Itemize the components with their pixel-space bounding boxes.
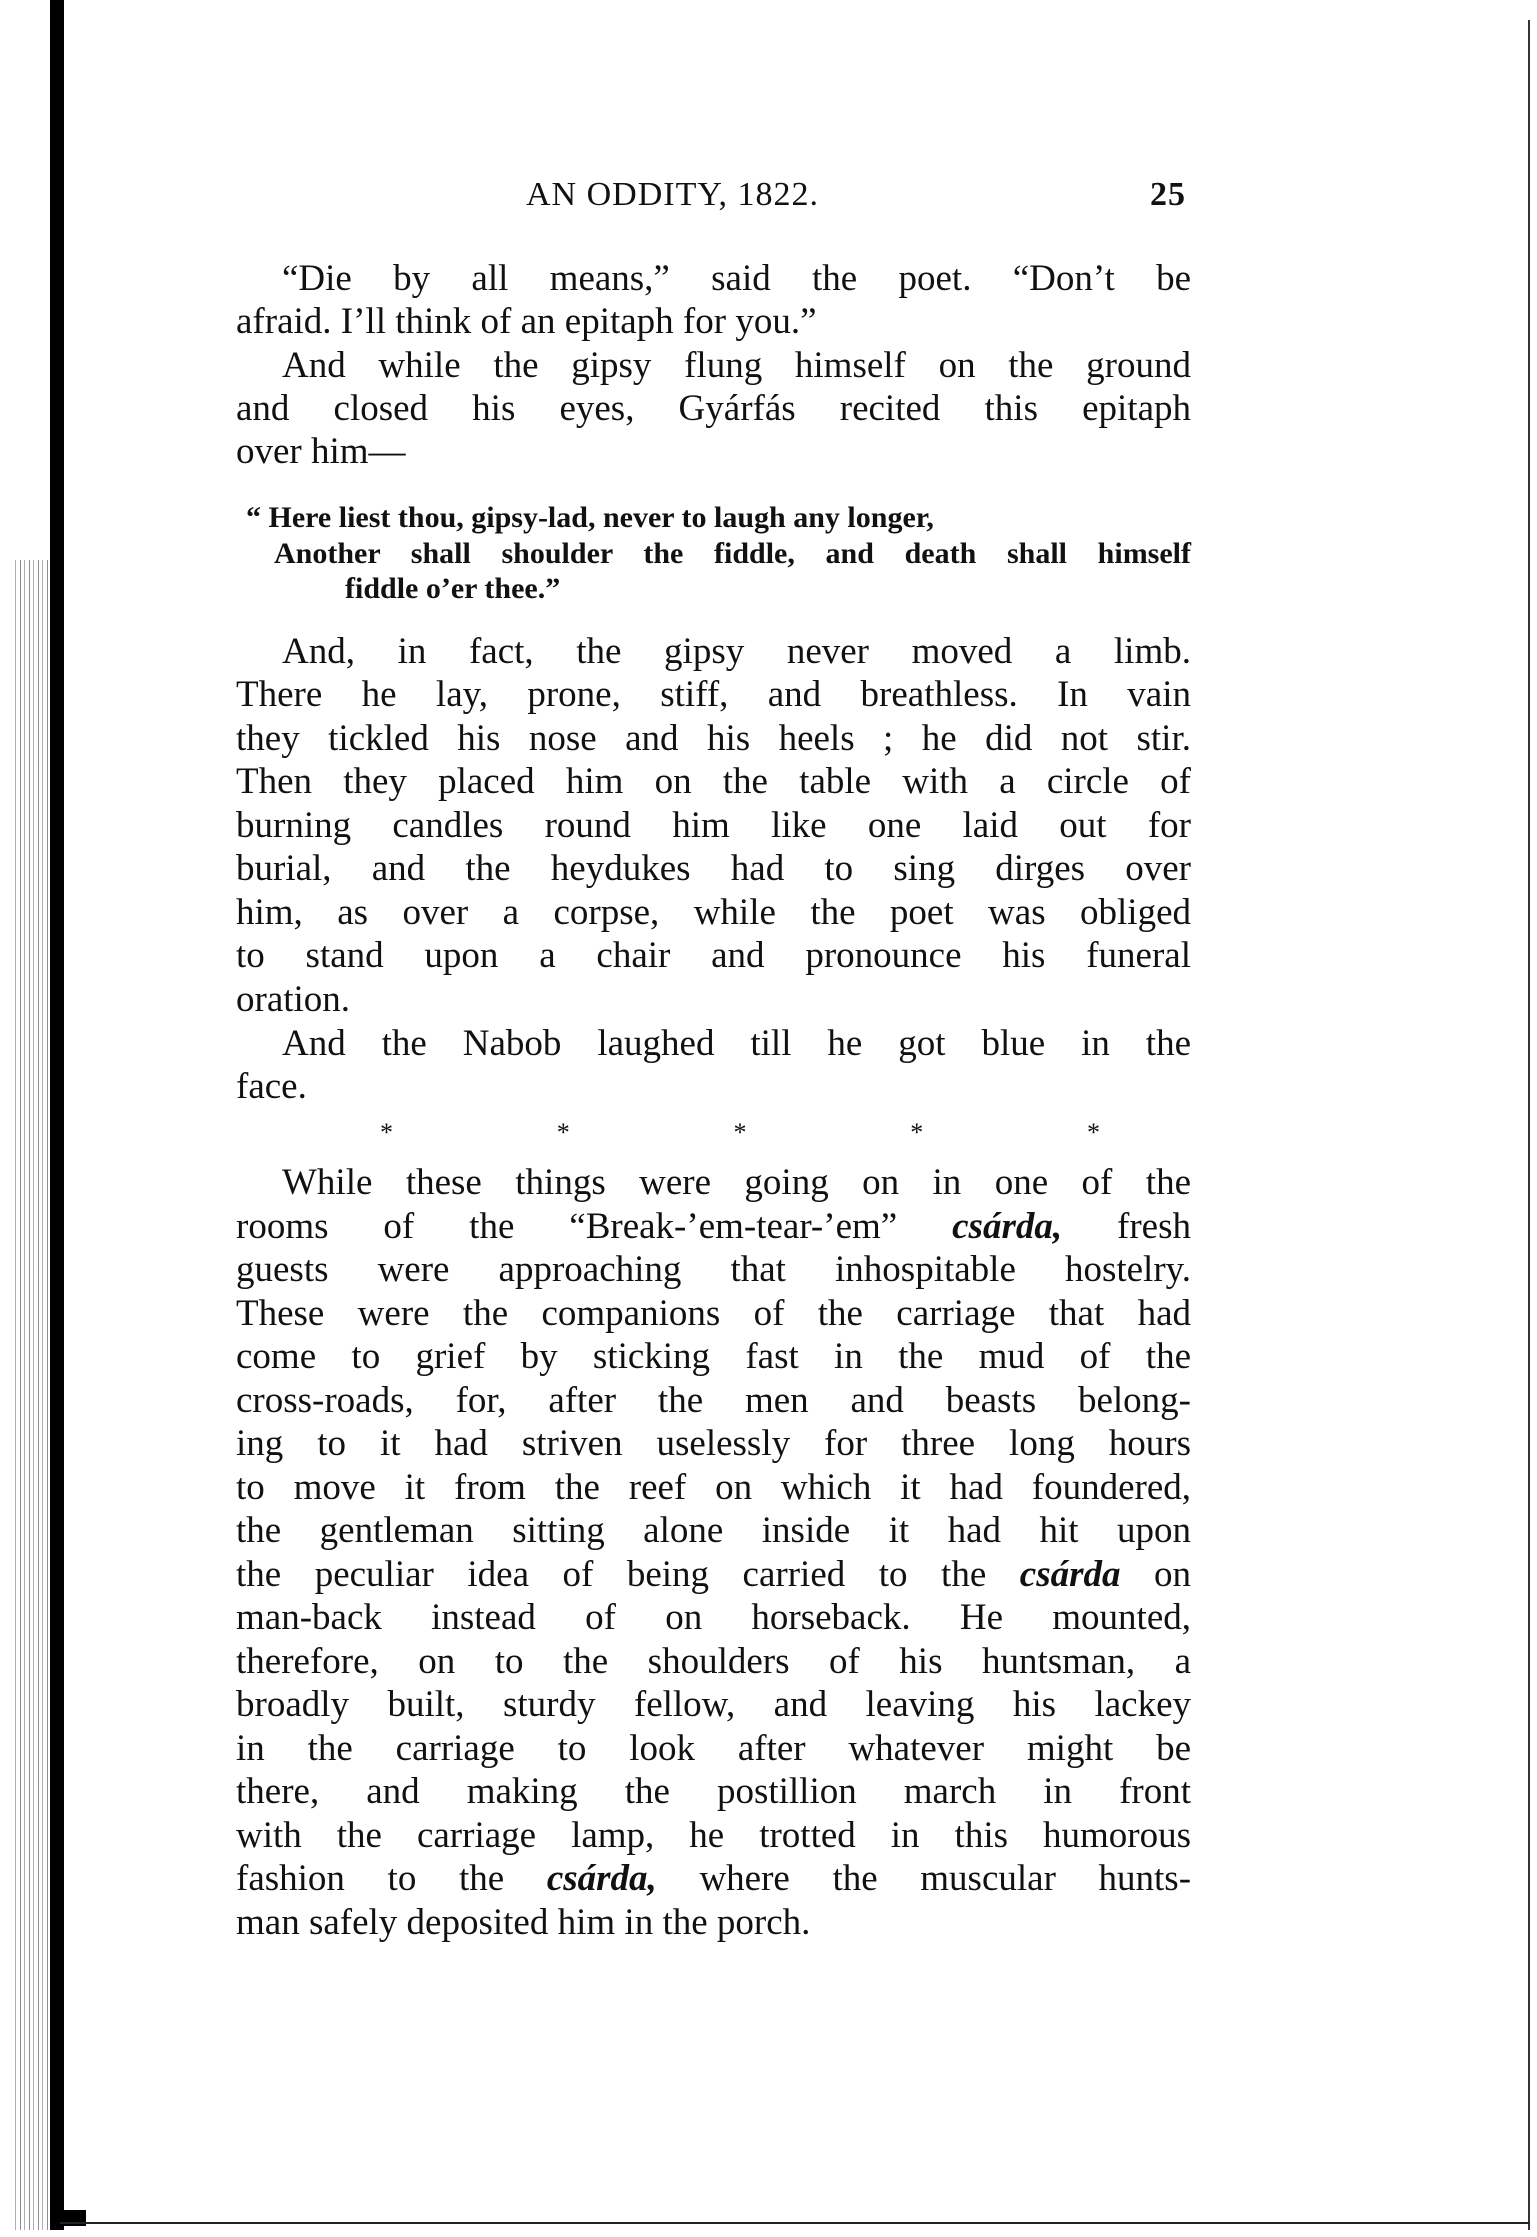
text-line: to move it from the reef on which it had foundered, [236, 1467, 1191, 1508]
text-line: there, and making the postillion march in front [236, 1771, 1191, 1812]
text-line: While these things were going on in one of the [282, 1162, 1191, 1203]
text-line: “Die by all means,” said the poet. “Don’t be [282, 258, 1191, 299]
text-line: broadly built, sturdy fellow, and leaving his lackey [236, 1684, 1191, 1725]
asterisk: * [1087, 1118, 1100, 1147]
text-line: These were the companions of the carriage that had [236, 1293, 1191, 1334]
poem-line: Another shall shoulder the fiddle, and death shall himself [274, 537, 1191, 570]
italic-word: csárda, [546, 1858, 657, 1899]
asterisk: * [556, 1118, 570, 1147]
text-line: guests were approaching that inhospitable hostelry. [236, 1249, 1191, 1290]
text-span: rooms of the “Break-’em-tear-’em” [236, 1206, 898, 1247]
text-line: in the carriage to look after whatever might be [236, 1728, 1191, 1769]
section-separator [380, 1118, 1100, 1148]
text-line [236, 1857, 1191, 1901]
text-span: fashion to the [236, 1858, 505, 1899]
text-span: the peculiar idea of being carried to the [236, 1554, 987, 1595]
text-line: face. [236, 1066, 307, 1107]
text-span: fresh [1117, 1206, 1191, 1247]
text-span: on [1154, 1554, 1192, 1595]
asterisk: * [733, 1118, 747, 1147]
text-line [236, 1205, 1191, 1249]
text-line: man safely deposited him in the porch. [236, 1902, 811, 1943]
text-line: Then they placed him on the table with a circle of [236, 761, 1191, 802]
running-title: AN ODDITY, 1822. [526, 176, 820, 213]
text-span: where the muscular hunts- [699, 1858, 1192, 1899]
text-line: with the carriage lamp, he trotted in this humorous [236, 1815, 1191, 1856]
poem-line: “ Here liest thou, gipsy-lad, never to laugh any longer, [246, 501, 934, 534]
text-line [236, 1553, 1191, 1597]
page-right-edge [1528, 20, 1530, 2230]
text-line: come to grief by sticking fast in the mud of the [236, 1336, 1191, 1377]
text-line: burial, and the heydukes had to sing dirges over [236, 848, 1191, 889]
binding-edge [50, 0, 64, 2230]
text-line: over him— [236, 431, 406, 472]
text-line: they tickled his nose and his heels ; he did not stir. [236, 718, 1191, 759]
text-line: And while the gipsy flung himself on the ground [282, 345, 1191, 386]
text-line: oration. [236, 979, 351, 1020]
page-edge-shadow [12, 560, 48, 2230]
text-line: and closed his eyes, Gyárfás recited this epitaph [236, 388, 1191, 429]
text-line: There he lay, prone, stiff, and breathless. In vain [236, 674, 1191, 715]
text-line: And the Nabob laughed till he got blue in the [282, 1023, 1191, 1064]
page-number: 25 [1150, 176, 1186, 213]
italic-word: csárda [1019, 1554, 1121, 1595]
text-line: And, in fact, the gipsy never moved a limb. [282, 631, 1191, 672]
text-line: cross-roads, for, after the men and beasts belong- [236, 1380, 1191, 1421]
text-line: man-back instead of on horseback. He mounted, [236, 1597, 1191, 1638]
text-line: burning candles round him like one laid out for [236, 805, 1191, 846]
italic-word: csárda, [952, 1206, 1063, 1247]
text-line: ing to it had striven uselessly for three long hours [236, 1423, 1191, 1464]
asterisk: * [910, 1118, 924, 1147]
text-line: to stand upon a chair and pronounce his funeral [236, 935, 1191, 976]
asterisk: * [380, 1118, 393, 1147]
text-line: him, as over a corpse, while the poet was obliged [236, 892, 1191, 933]
poem-line: fiddle o’er thee.” [345, 572, 561, 605]
text-line: therefore, on to the shoulders of his huntsman, a [236, 1641, 1191, 1682]
page-bottom-edge [60, 2222, 1530, 2224]
text-line: afraid. I’ll think of an epitaph for you.” [236, 301, 817, 342]
text-line: the gentleman sitting alone inside it had hit upon [236, 1510, 1191, 1551]
